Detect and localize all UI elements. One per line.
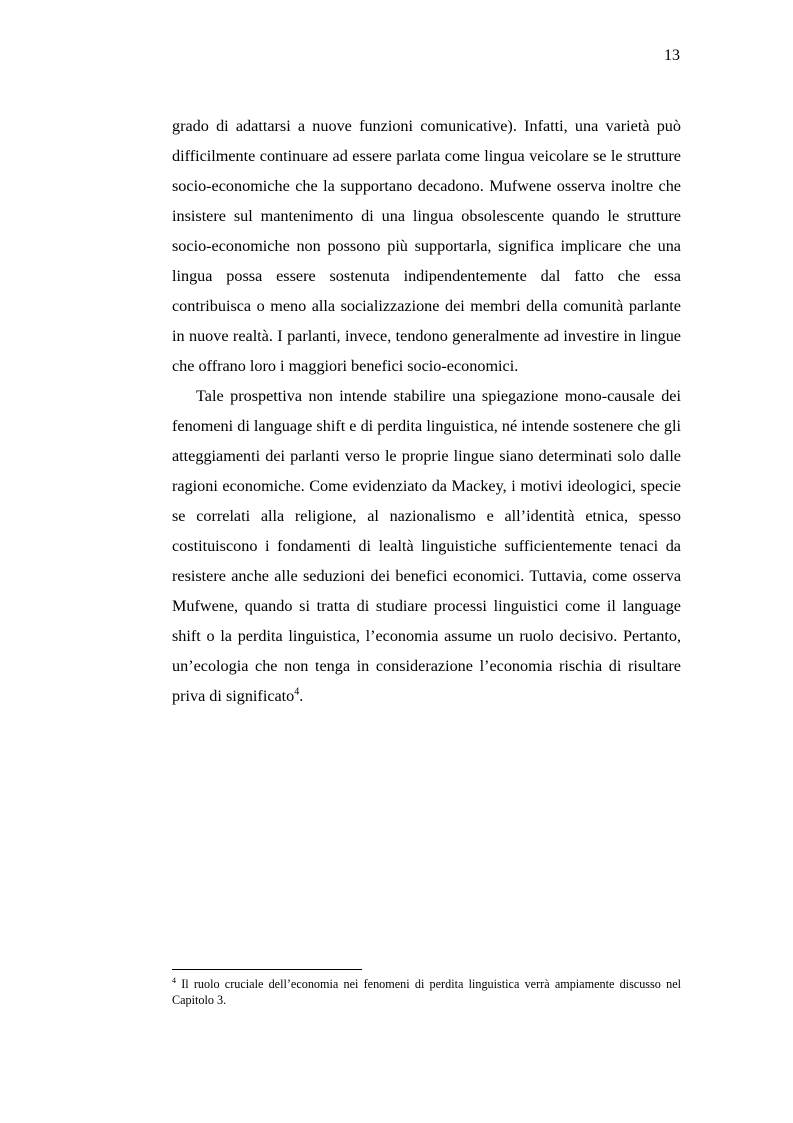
footnote [172, 976, 681, 1008]
paragraph-2-text: Tale prospettiva non intende stabilire una spiegazione mono-causale dei fenomeni di language shift e di perdita linguistica, né intende sostenere che gli atteggiamenti dei parlanti verso le proprie lingue siano determinati solo dalle ragioni economiche. Come evidenziato da Mackey, i motivi ideologici, specie se correlati alla religione, al nazionalismo e all’identità etnica, spesso costituiscono i fondamenti di lealtà linguistiche sufficientemente tenaci da resistere anche alle seduzioni dei benefici economici. Tuttavia, come osserva Mufwene, quando si tratta di studiare processi linguistici come il language shift o la perdita linguistica, l’economia assume un ruolo decisivo. Pertanto, un’ecologia che non tenga in considerazione l’economia rischia di risultare priva di significato [172, 387, 681, 705]
footnote-text: Il ruolo cruciale dell’economia nei fenomeni di perdita linguistica verrà ampiamente discusso nel Capitolo 3. [172, 977, 681, 1007]
paragraph-1: grado di adattarsi a nuove funzioni comunicative). Infatti, una varietà può difficilmente continuare ad essere parlata come lingua veicolare se le strutture socio-economiche che la supportano decadono. Mufwene osserva inoltre che insistere sul mantenimento di una lingua obsolescente quando le strutture socio-economiche non possono più supportarla, significa implicare che una lingua possa essere sostenuta indipendentemente dal fatto che essa contribuisca o meno alla socializzazione dei membri della comunità parlante in nuove realtà. I parlanti, invece, tendono generalmente ad investire in lingue che offrano loro i maggiori benefici socio-economici. [172, 117, 681, 375]
body-text [172, 111, 681, 711]
footnote-marker: 4 [172, 975, 176, 985]
paragraph-2 [172, 381, 681, 711]
page-number: 13 [664, 47, 680, 64]
paragraph-2-end: . [299, 687, 304, 705]
footnote-reference[interactable]: 4 [294, 686, 300, 698]
footnote-divider [172, 969, 362, 970]
